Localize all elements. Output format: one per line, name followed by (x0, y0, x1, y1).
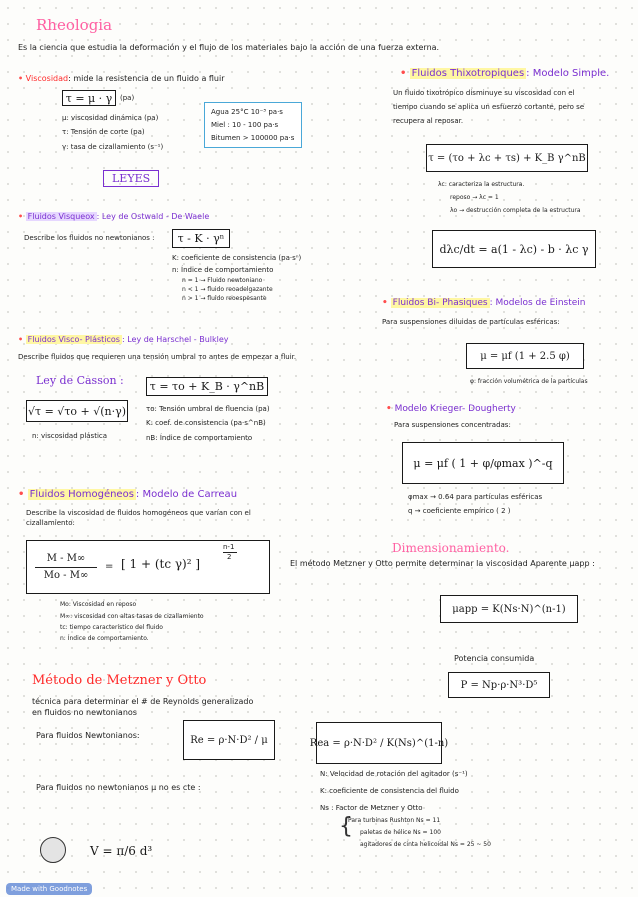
metzner-desc: en fluidos no newtonianos (32, 708, 137, 717)
einstein-formula-box: μ = μf (1 + 2.5 φ) (466, 343, 584, 369)
casson-var: n: viscosidad plástica (32, 432, 108, 440)
thixo-desc: Un fluido tixotrópico disminuye su viscosidad con el (393, 89, 575, 97)
example-honey: Miel : 10 - 100 pa·s (211, 121, 279, 129)
herschel-heading: Fluidos Visco- Plásticos (27, 335, 120, 344)
carreau-exp-bottom: 2 (227, 553, 232, 561)
ostwald-law: : Ley de Ostwald - De Waele (96, 212, 210, 221)
carreau-var: M∞: viscosidad con altas tasas de cizallamiento (60, 613, 204, 620)
herschel-desc: Describe fluidos que requieren una tensión umbral τo antes de empezar a fluir. (18, 353, 297, 361)
ostwald-var: n < 1 → fluido reoadelgazante (182, 286, 273, 293)
dimension-desc: El método Metzner y Otto permite determinar la viscosidad Aparente μapp : (290, 559, 595, 568)
carreau-exp-top: n-1 (223, 543, 235, 551)
page-title: Rheologia (36, 16, 113, 34)
thixo-formula-box: τ = (τo + λc + τs) + K_B γ^nB (426, 144, 588, 172)
ostwald-heading: Fluidos Visqueox (27, 212, 95, 221)
apparent-viscosity-formula-box: μapp = K(Ns·N)^(n-1) (440, 595, 578, 623)
krieger-var: q → coeficiente empírico ( 2 ) (408, 507, 511, 515)
thixo-law: : Modelo Simple. (526, 68, 610, 79)
viscosity-unit: (pa) (120, 94, 135, 102)
viscosity-formula-box: τ = μ · γ (62, 90, 116, 106)
metzner-heading: Método de Metzner y Otto (32, 673, 207, 688)
thixo-var: reposo → λc = 1 (450, 194, 499, 201)
thixo-line: • Fluidos Thixotropiques : Modelo Simple. (400, 68, 610, 79)
cases-brace: { (339, 814, 353, 839)
casson-heading: Ley de Casson : (36, 374, 124, 387)
thixo-var: λo → destrucción completa de la estructura (450, 207, 581, 214)
metzner-case: paletas de hélice Ns = 100 (360, 829, 441, 836)
einstein-heading: Fluidos Bi- Phasiques (392, 298, 488, 308)
thixo-rate-formula-box: dλc/dt = a(1 - λc) - b · λc γ (432, 230, 596, 268)
viscosidad-heading: Viscosidad (25, 74, 69, 83)
viscosity-var: τ: Tensión de corte (pa) (62, 128, 145, 136)
carreau-lhs-bottom: Mo - M∞ (43, 570, 89, 581)
krieger-desc: Para suspensiones concentradas: (394, 421, 511, 429)
metzner-var: N: Velocidad de rotación del agitador (s⁻¹) (320, 770, 468, 778)
power-formula-box: P = Np·ρ·N³·D⁵ (448, 672, 550, 698)
carreau-formula-box (26, 540, 270, 594)
ostwald-desc: Describe los fluidos no newtonianos : (24, 234, 155, 242)
ostwald-line: • Fluidos Visqueox : Ley de Ostwald - De Waele (18, 212, 210, 221)
example-water: Agua 25°C 10⁻³ pa·s (211, 108, 283, 116)
metzner-case: Para turbinas Rushton Ns = 11 (348, 817, 441, 824)
carreau-var: n: Índice de comportamiento. (60, 635, 149, 642)
krieger-var: φmax → 0.64 para partículas esféricas (408, 493, 543, 501)
ostwald-var: n > 1 → fluido reoespesante (182, 295, 267, 302)
thixo-heading: Fluidos Thixotropiques (411, 68, 525, 79)
einstein-var: φ: fracción volumétrica de la partículas (470, 378, 588, 385)
carreau-desc: Describe la viscosidad de fluidos homogéneos que varían con el (26, 509, 251, 517)
leyes-label: LEYES (103, 170, 159, 187)
carreau-var: tc: tiempo característico del fluido (60, 624, 163, 631)
non-newton-label: Para fluidos no newtonianos μ no es cte : (36, 783, 201, 792)
carreau-heading: Fluidos Homogéneos (29, 489, 134, 500)
herschel-formula-box: τ = τo + K_B · γ^nB (146, 377, 268, 396)
viscosidad-desc: : mide la resistencia de un fluido a fluir (68, 74, 225, 83)
einstein-desc: Para suspensiones diluidas de partículas esféricas: (382, 318, 560, 326)
ostwald-var: n: Índice de comportamiento (172, 266, 274, 274)
ostwald-var: K: coeficiente de consistencia (pa·sⁿ) (172, 254, 302, 262)
metzner-desc: técnica para determinar el # de Reynolds generalizado (32, 697, 254, 706)
dimension-heading: Dimensionamiento. (392, 541, 510, 555)
viscosity-var: μ: viscosidad dinámica (pa) (62, 114, 159, 122)
herschel-var: nB: Índice de comportamiento (146, 434, 253, 442)
viscosity-examples-box (204, 102, 302, 148)
carreau-line: • Fluidos Homogéneos : Modelo de Carreau (18, 489, 238, 500)
herschel-law: : Ley de Harschel - Bulkley (121, 335, 229, 344)
metzner-var: Ns : Factor de Metzner y Otto (320, 804, 423, 812)
carreau-var: Mo: Viscosidad en reposo (60, 601, 137, 608)
viscosity-var: γ: tasa de cizallamiento (s⁻¹) (62, 143, 164, 151)
thixo-desc: tiempo cuando se aplica un esfuerzo cortante, pero se (393, 103, 585, 111)
metzner-var: K: coeficiente de consistencia del fluido (320, 787, 459, 795)
sphere-shape (40, 837, 66, 863)
thixo-desc: recupera al reposar. (393, 117, 464, 125)
krieger-heading: Modelo Krieger- Dougherty (394, 404, 516, 414)
carreau-lhs-top: M - M∞ (46, 553, 86, 564)
krieger-line: • Modelo Krieger- Dougherty (386, 404, 516, 414)
reynolds-formula-box: Re = ρ·N·D² / μ (183, 720, 275, 760)
carreau-desc: cizallamiento: (26, 519, 75, 527)
newton-label: Para fluidos Newtonianos: (36, 731, 140, 740)
ostwald-var: n = 1 → Fluido newtoniano (182, 277, 263, 284)
herschel-var: τo: Tensión umbral de fluencia (pa) (146, 405, 270, 413)
ostwald-formula-box: τ - K · γⁿ (172, 229, 230, 248)
volume-formula: V = π/6 d³ (90, 844, 153, 858)
reynolds-apparent-formula-box: Rea = ρ·N·D² / K(Ns)^(1-n) (316, 722, 442, 764)
viscosidad-line: • Viscosidad: mide la resistencia de un fluido a fluir (18, 74, 225, 83)
casson-formula-box: √τ = √τo + √(n·γ) (26, 400, 128, 422)
einstein-line: • Fluidos Bi- Phasiques : Modelos de Einstein (382, 298, 586, 308)
einstein-law: : Modelos de Einstein (489, 298, 586, 308)
intro-text: Es la ciencia que estudia la deformación y el flujo de los materiales bajo la acción de una fuerza externa. (18, 43, 440, 52)
herschel-line: • Fluidos Visco- Plásticos : Ley de Harschel - Bulkley (18, 335, 229, 344)
example-bitumen: Bitumen > 100000 pa·s (211, 134, 295, 142)
goodnotes-watermark: Made with Goodnotes (6, 883, 92, 895)
carreau-equals: = (105, 561, 114, 572)
carreau-rhs: [ 1 + (tc γ)² ] (121, 557, 201, 571)
herschel-var: K: coef. de consistencia (pa·s^nB) (146, 419, 266, 427)
carreau-law: : Modelo de Carreau (135, 489, 238, 500)
thixo-var: λc: caracteriza la estructura. (438, 181, 525, 188)
metzner-case: agitadores de cinta helicoidal Ns = 25 ~ 50 (360, 841, 491, 848)
power-label: Potencia consumida (454, 654, 535, 663)
krieger-formula-box: μ = μf ( 1 + φ/φmax )^-q (402, 442, 564, 484)
